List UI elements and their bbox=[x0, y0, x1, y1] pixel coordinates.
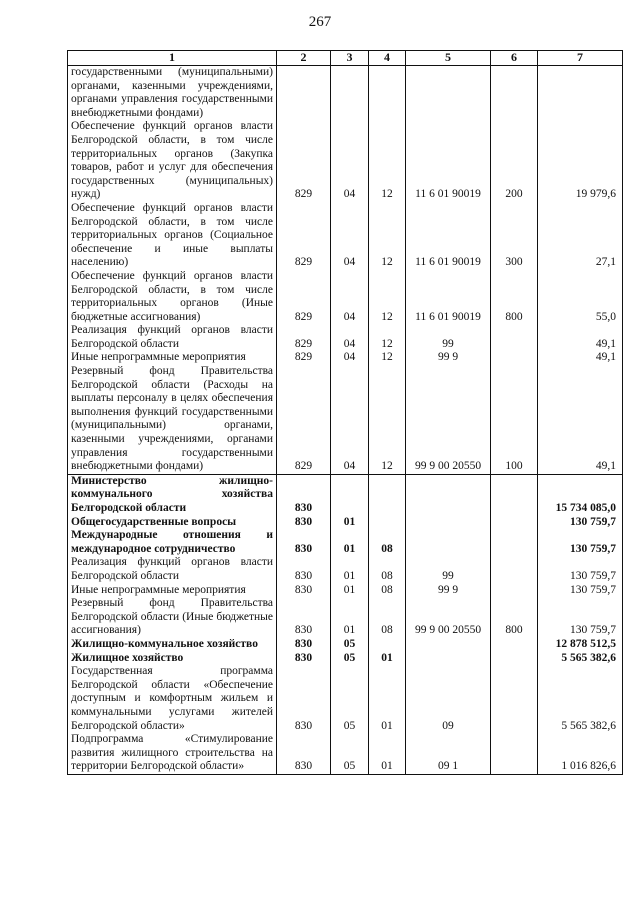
row-target-article: 99 bbox=[406, 324, 491, 351]
row-name: Обеспечение функций органов власти Белгородской области, в том числе территориальных органов (Социальное обеспечение и иные выплаты населению) bbox=[68, 202, 277, 270]
row-section: 01 bbox=[331, 584, 369, 598]
row-target-article: 09 1 bbox=[406, 733, 491, 774]
row-subsection bbox=[369, 66, 406, 121]
row-subsection: 08 bbox=[369, 584, 406, 598]
table-row bbox=[68, 270, 623, 324]
row-amount: 27,1 bbox=[538, 202, 623, 270]
row-subsection bbox=[369, 474, 406, 515]
row-amount: 130 759,7 bbox=[538, 516, 623, 530]
table-row bbox=[68, 474, 623, 515]
row-expense-type: 100 bbox=[491, 365, 538, 474]
row-target-article bbox=[406, 516, 491, 530]
col-header-1: 1 bbox=[68, 51, 277, 66]
row-admin-code: 830 bbox=[277, 638, 331, 652]
row-subsection: 12 bbox=[369, 202, 406, 270]
row-expense-type bbox=[491, 529, 538, 556]
row-section: 05 bbox=[331, 665, 369, 733]
table-row bbox=[68, 351, 623, 365]
row-subsection: 08 bbox=[369, 529, 406, 556]
row-name: Реализация функций органов власти Белгородской области bbox=[68, 324, 277, 351]
row-amount: 130 759,7 bbox=[538, 529, 623, 556]
row-section: 04 bbox=[331, 202, 369, 270]
table-row bbox=[68, 556, 623, 583]
row-amount: 49,1 bbox=[538, 365, 623, 474]
row-expense-type bbox=[491, 584, 538, 598]
row-admin-code: 829 bbox=[277, 202, 331, 270]
row-admin-code: 829 bbox=[277, 270, 331, 324]
row-expense-type: 200 bbox=[491, 120, 538, 202]
row-admin-code: 830 bbox=[277, 474, 331, 515]
table-row bbox=[68, 584, 623, 598]
row-admin-code: 830 bbox=[277, 597, 331, 638]
row-section: 01 bbox=[331, 529, 369, 556]
row-amount: 5 565 382,6 bbox=[538, 652, 623, 666]
row-target-article: 99 9 bbox=[406, 584, 491, 598]
row-name: Международные отношения и международное сотрудничество bbox=[68, 529, 277, 556]
row-expense-type bbox=[491, 556, 538, 583]
row-section: 04 bbox=[331, 120, 369, 202]
row-admin-code: 829 bbox=[277, 351, 331, 365]
row-subsection: 12 bbox=[369, 365, 406, 474]
row-section: 04 bbox=[331, 365, 369, 474]
row-target-article: 99 bbox=[406, 556, 491, 583]
row-section: 04 bbox=[331, 324, 369, 351]
row-name: Жилищно-коммунальное хозяйство bbox=[68, 638, 277, 652]
budget-table bbox=[67, 50, 623, 775]
row-section: 05 bbox=[331, 733, 369, 774]
row-name: Жилищное хозяйство bbox=[68, 652, 277, 666]
table-row bbox=[68, 66, 623, 121]
row-amount: 130 759,7 bbox=[538, 584, 623, 598]
table-row bbox=[68, 733, 623, 774]
row-section: 04 bbox=[331, 270, 369, 324]
page-number: 267 bbox=[308, 14, 332, 30]
row-expense-type: 300 bbox=[491, 202, 538, 270]
row-subsection: 12 bbox=[369, 270, 406, 324]
table-row bbox=[68, 120, 623, 202]
row-admin-code bbox=[277, 66, 331, 121]
row-expense-type bbox=[491, 324, 538, 351]
row-target-article: 11 6 01 90019 bbox=[406, 202, 491, 270]
row-section bbox=[331, 474, 369, 515]
row-target-article: 99 9 bbox=[406, 351, 491, 365]
row-name: Резервный фонд Правительства Белгородской области (Иные бюджетные ассигнования) bbox=[68, 597, 277, 638]
row-admin-code: 830 bbox=[277, 556, 331, 583]
row-admin-code: 829 bbox=[277, 365, 331, 474]
row-amount: 130 759,7 bbox=[538, 597, 623, 638]
col-header-4: 4 bbox=[369, 51, 406, 66]
row-subsection: 01 bbox=[369, 733, 406, 774]
row-target-article: 99 9 00 20550 bbox=[406, 597, 491, 638]
row-target-article bbox=[406, 638, 491, 652]
row-subsection: 12 bbox=[369, 351, 406, 365]
row-expense-type bbox=[491, 638, 538, 652]
table-row bbox=[68, 638, 623, 652]
row-subsection: 01 bbox=[369, 652, 406, 666]
row-expense-type: 800 bbox=[491, 597, 538, 638]
row-admin-code: 829 bbox=[277, 324, 331, 351]
row-subsection: 08 bbox=[369, 556, 406, 583]
row-target-article bbox=[406, 474, 491, 515]
row-expense-type bbox=[491, 474, 538, 515]
row-admin-code: 830 bbox=[277, 516, 331, 530]
row-section: 04 bbox=[331, 351, 369, 365]
col-header-2: 2 bbox=[277, 51, 331, 66]
row-admin-code: 829 bbox=[277, 120, 331, 202]
row-admin-code: 830 bbox=[277, 652, 331, 666]
row-amount: 55,0 bbox=[538, 270, 623, 324]
row-amount bbox=[538, 66, 623, 121]
row-admin-code: 830 bbox=[277, 529, 331, 556]
row-subsection bbox=[369, 516, 406, 530]
row-section: 05 bbox=[331, 638, 369, 652]
row-expense-type bbox=[491, 66, 538, 121]
row-admin-code: 830 bbox=[277, 584, 331, 598]
row-name: Подпрограмма «Стимулирование развития жилищного строительства на территории Белгородской области» bbox=[68, 733, 277, 774]
col-header-5: 5 bbox=[406, 51, 491, 66]
table-body bbox=[68, 66, 623, 775]
row-subsection: 12 bbox=[369, 120, 406, 202]
row-expense-type bbox=[491, 516, 538, 530]
row-expense-type bbox=[491, 652, 538, 666]
row-target-article: 09 bbox=[406, 665, 491, 733]
row-name: Иные непрограммные мероприятия bbox=[68, 584, 277, 598]
row-subsection: 08 bbox=[369, 597, 406, 638]
row-name: Реализация функций органов власти Белгородской области bbox=[68, 556, 277, 583]
row-name: Резервный фонд Правительства Белгородской области (Расходы на выплаты персоналу в целях обеспечения выполнения функций государственными (муниципальными) органами, казенными учреждениями, органами управления государственными внебюджетными фондами) bbox=[68, 365, 277, 474]
row-target-article: 11 6 01 90019 bbox=[406, 120, 491, 202]
row-section: 01 bbox=[331, 516, 369, 530]
table-row bbox=[68, 597, 623, 638]
row-admin-code: 830 bbox=[277, 733, 331, 774]
row-amount: 5 565 382,6 bbox=[538, 665, 623, 733]
row-name: Обеспечение функций органов власти Белгородской области, в том числе территориальных органов (Закупка товаров, работ и услуг для обеспечения государственных (муниципальных) нужд) bbox=[68, 120, 277, 202]
row-name: Иные непрограммные мероприятия bbox=[68, 351, 277, 365]
row-section: 01 bbox=[331, 597, 369, 638]
col-header-6: 6 bbox=[491, 51, 538, 66]
row-name: Общегосударственные вопросы bbox=[68, 516, 277, 530]
row-subsection: 01 bbox=[369, 665, 406, 733]
row-name: государственными (муниципальными) органами, казенными учреждениями, органами управления государственными внебюджетными фондами) bbox=[68, 66, 277, 121]
row-amount: 49,1 bbox=[538, 324, 623, 351]
table-row bbox=[68, 324, 623, 351]
row-target-article: 11 6 01 90019 bbox=[406, 270, 491, 324]
row-expense-type: 800 bbox=[491, 270, 538, 324]
row-subsection: 12 bbox=[369, 324, 406, 351]
row-section bbox=[331, 66, 369, 121]
row-amount: 12 878 512,5 bbox=[538, 638, 623, 652]
row-name: Министерство жилищно-коммунального хозяйства Белгородской области bbox=[68, 474, 277, 515]
row-amount: 19 979,6 bbox=[538, 120, 623, 202]
col-header-7: 7 bbox=[538, 51, 623, 66]
col-header-3: 3 bbox=[331, 51, 369, 66]
row-section: 01 bbox=[331, 556, 369, 583]
row-expense-type bbox=[491, 665, 538, 733]
row-expense-type bbox=[491, 351, 538, 365]
table-row bbox=[68, 665, 623, 733]
table-row bbox=[68, 202, 623, 270]
row-target-article bbox=[406, 529, 491, 556]
header-row bbox=[68, 51, 623, 66]
row-expense-type bbox=[491, 733, 538, 774]
row-subsection bbox=[369, 638, 406, 652]
table-row bbox=[68, 652, 623, 666]
row-amount: 15 734 085,0 bbox=[538, 474, 623, 515]
row-amount: 49,1 bbox=[538, 351, 623, 365]
row-amount: 1 016 826,6 bbox=[538, 733, 623, 774]
row-name: Государственная программа Белгородской области «Обеспечение доступным и комфортным жильем и коммунальными услугами жителей Белгородской области» bbox=[68, 665, 277, 733]
table-row bbox=[68, 365, 623, 474]
table-row bbox=[68, 529, 623, 556]
table-row bbox=[68, 516, 623, 530]
row-target-article: 99 9 00 20550 bbox=[406, 365, 491, 474]
row-admin-code: 830 bbox=[277, 665, 331, 733]
row-amount: 130 759,7 bbox=[538, 556, 623, 583]
row-target-article bbox=[406, 652, 491, 666]
row-name: Обеспечение функций органов власти Белгородской области, в том числе территориальных органов (Иные бюджетные ассигнования) bbox=[68, 270, 277, 324]
row-target-article bbox=[406, 66, 491, 121]
row-section: 05 bbox=[331, 652, 369, 666]
